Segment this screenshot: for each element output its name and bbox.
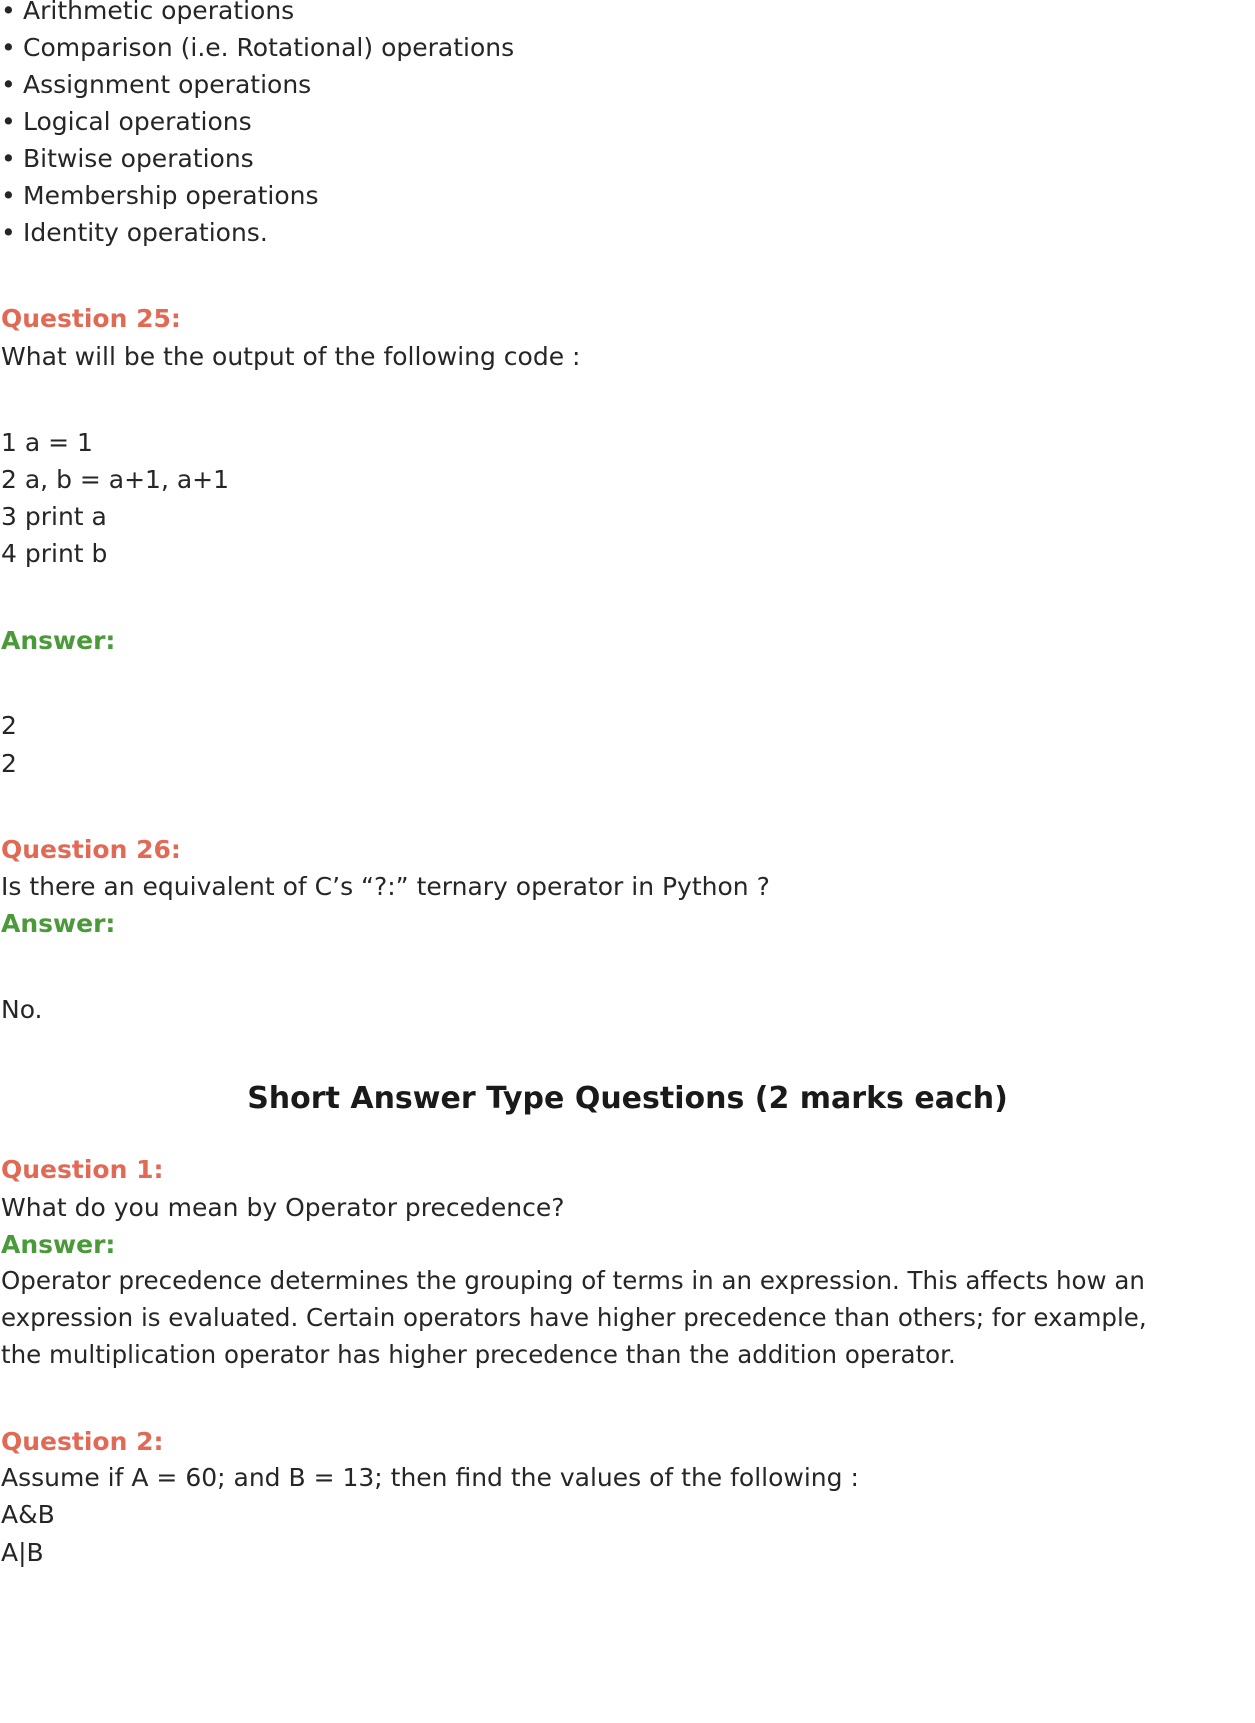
- bullet-icon: •: [1, 181, 16, 210]
- bullet-icon: •: [1, 0, 16, 25]
- question-26-title: Question 26:: [1, 835, 181, 864]
- answer-line: 2: [1, 711, 17, 740]
- section-heading: Short Answer Type Questions (2 marks each): [247, 1081, 1008, 1116]
- code-line: 3 print a: [1, 502, 107, 531]
- question-26-answer: No.: [1, 995, 43, 1024]
- question-1-title: Question 1:: [1, 1155, 164, 1184]
- list-item: • Identity operations.: [1, 218, 268, 247]
- list-item: • Membership operations: [1, 181, 319, 210]
- list-item: • Assignment operations: [1, 70, 312, 99]
- list-item: • Bitwise operations: [1, 144, 254, 173]
- question-25-text: What will be the output of the following code :: [1, 342, 581, 371]
- bullet-icon: •: [1, 70, 16, 99]
- code-line: 1 a = 1: [1, 428, 93, 457]
- bullet-icon: •: [1, 218, 16, 247]
- answer-line: Operator precedence determines the grouping of terms in an expression. This affects how an: [1, 1266, 1145, 1295]
- code-line: 2 a, b = a+1, a+1: [1, 465, 230, 494]
- expression-item: A|B: [1, 1538, 44, 1567]
- bullet-icon: •: [1, 107, 16, 136]
- question-26-text: Is there an equivalent of C’s “?:” ternary operator in Python ?: [1, 872, 770, 901]
- list-item: • Logical operations: [1, 107, 252, 136]
- question-25-title: Question 25:: [1, 304, 181, 333]
- answer-line: the multiplication operator has higher precedence than the addition operator.: [1, 1340, 956, 1369]
- list-item: • Comparison (i.e. Rotational) operations: [1, 33, 515, 62]
- question-25-answer-label: Answer:: [1, 626, 116, 655]
- question-2-text: Assume if A = 60; and B = 13; then find the values of the following :: [1, 1463, 859, 1492]
- answer-line: expression is evaluated. Certain operators have higher precedence than others; for example,: [1, 1303, 1147, 1332]
- list-item: • Arithmetic operations: [1, 0, 294, 26]
- question-26-answer-label: Answer:: [1, 909, 116, 938]
- bullet-icon: •: [1, 144, 16, 173]
- question-1-answer-label: Answer:: [1, 1230, 116, 1259]
- expression-item: A&B: [1, 1500, 55, 1529]
- bullet-icon: •: [1, 33, 16, 62]
- code-line: 4 print b: [1, 539, 108, 568]
- answer-line: 2: [1, 749, 17, 778]
- question-1-text: What do you mean by Operator precedence?: [1, 1193, 565, 1222]
- question-2-title: Question 2:: [1, 1427, 164, 1456]
